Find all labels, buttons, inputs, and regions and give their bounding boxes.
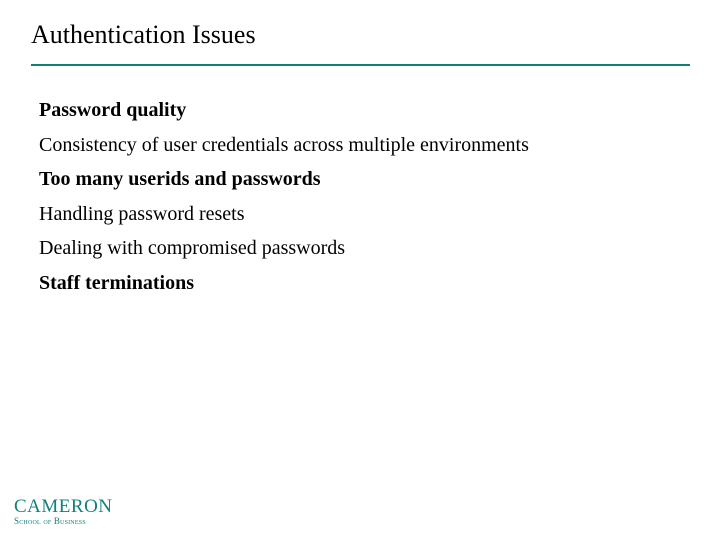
slide-title: Authentication Issues <box>31 20 256 49</box>
bullet-item: Dealing with compromised passwords <box>39 237 346 259</box>
bullet-item: Handling password resets <box>39 202 245 225</box>
logo-name: CAMERON <box>14 496 113 517</box>
title-divider <box>31 64 690 66</box>
logo-subtitle: School of Business <box>14 516 86 526</box>
bullet-item: Staff terminations <box>39 271 194 294</box>
cameron-school-logo <box>14 497 113 527</box>
bullet-list <box>39 93 529 300</box>
bullet-item: Consistency of user credentials across multiple environments <box>39 133 529 156</box>
bullet-item: Password quality <box>39 99 187 121</box>
bullet-item: Too many userids and passwords <box>39 168 321 190</box>
